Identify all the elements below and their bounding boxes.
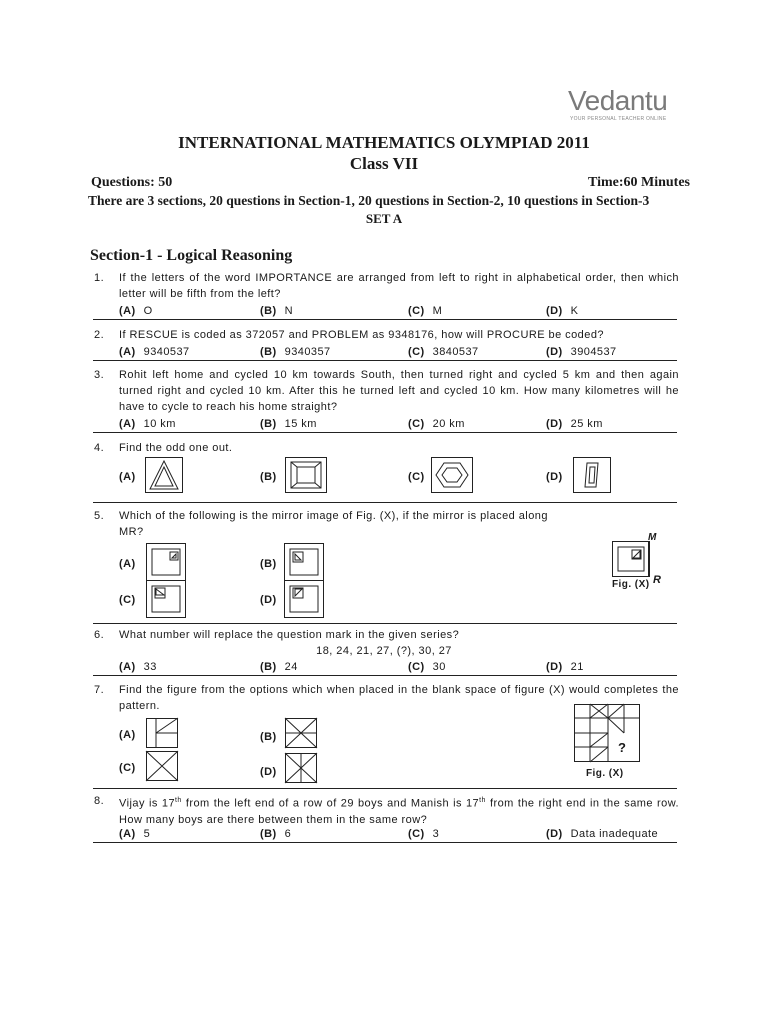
question-number: 4. xyxy=(94,442,105,454)
option-d: (D) 3904537 xyxy=(546,346,617,358)
question-number: 6. xyxy=(94,629,105,641)
figure-a xyxy=(146,543,186,581)
option-b: (B) xyxy=(260,558,277,570)
section-title: Section-1 - Logical Reasoning xyxy=(90,247,293,264)
option-c: (C) 3840537 xyxy=(408,346,479,358)
divider xyxy=(93,842,677,843)
option-a: (A) 33 xyxy=(119,661,157,673)
option-a: (A) O xyxy=(119,305,153,317)
mirror-label-m: M xyxy=(648,532,657,543)
figure-a-triangle-in-square xyxy=(145,457,183,493)
option-b: (B) xyxy=(260,731,277,743)
questions-count: Questions: 50 xyxy=(91,175,173,190)
exam-title: INTERNATIONAL MATHEMATICS OLYMPIAD 2011 xyxy=(178,133,590,152)
figure-x-pattern xyxy=(574,704,640,762)
question-text: What number will replace the question mark in the given series? xyxy=(119,629,460,641)
logo-name: Vedantu xyxy=(568,85,668,116)
figure-d xyxy=(285,753,317,783)
option-b: (B) 9340357 xyxy=(260,346,331,358)
question-text: Find the odd one out. xyxy=(119,442,233,454)
vedantu-logo xyxy=(568,86,680,122)
option-c: (C) xyxy=(408,471,425,483)
option-a: (A) xyxy=(119,729,136,741)
question-number: 5. xyxy=(94,510,105,522)
question-text: If the letters of the word IMPORTANCE are arranged from left to right in alphabetical order, then which letter will be fifth from the left? xyxy=(119,272,679,300)
option-b: (B) N xyxy=(260,305,294,317)
figure-b xyxy=(284,543,324,581)
option-c: (C) M xyxy=(408,305,443,317)
number-series: 18, 24, 21, 27, (?), 30, 27 xyxy=(316,645,452,657)
question-text: Rohit left home and cycled 10 km towards South, then turned right and cycled 5 km and then again turned right and cycled 10 km. After this he turned left and cycled 10 km. How many kilometres will he have to cycle to reach his home straight? xyxy=(119,369,679,413)
option-c: (C) xyxy=(119,762,136,774)
divider xyxy=(93,432,677,433)
figure-b-nested-squares xyxy=(285,457,327,493)
option-d: (D) xyxy=(260,766,277,778)
blank-question-mark: ? xyxy=(618,740,627,755)
question-text: Find the figure from the options which when placed in the blank space of figure (X) would completes the pattern. xyxy=(119,684,679,712)
mirror-label-r: R xyxy=(653,574,662,586)
divider xyxy=(93,675,677,676)
sections-info: There are 3 sections, 20 questions in Section-1, 20 questions in Section-2, 10 questions in Section-3 xyxy=(88,193,650,208)
option-d: (D) xyxy=(260,594,277,606)
question-number: 1. xyxy=(94,272,105,284)
divider xyxy=(93,360,677,361)
option-c: (C) xyxy=(119,594,136,606)
option-a: (A) xyxy=(119,558,136,570)
question-text: Which of the following is the mirror image of Fig. (X), if the mirror is placed along MR? xyxy=(119,510,548,538)
divider xyxy=(93,623,677,624)
figure-c xyxy=(146,751,178,781)
figure-a xyxy=(146,718,178,748)
question-number: 3. xyxy=(94,369,105,381)
option-b: (B) 15 km xyxy=(260,418,317,430)
option-b: (B) 24 xyxy=(260,661,298,673)
option-b: (B) xyxy=(260,471,277,483)
class-title: Class VII xyxy=(349,154,419,173)
set-label: SET A xyxy=(365,211,403,226)
option-a: (A) 10 km xyxy=(119,418,176,430)
option-a: (A) 9340537 xyxy=(119,346,190,358)
option-d: (D) 25 km xyxy=(546,418,603,430)
question-number: 2. xyxy=(94,329,105,341)
divider xyxy=(93,319,677,320)
question-number: 7. xyxy=(94,684,105,696)
option-d: (D) Data inadequate xyxy=(546,828,659,840)
option-c: (C) 3 xyxy=(408,828,440,840)
question-text: If RESCUE is coded as 372057 and PROBLEM as 9348176, how will PROCURE be coded? xyxy=(119,329,604,341)
figure-d-rectangle-in-square xyxy=(573,457,611,493)
figure-d xyxy=(284,580,324,618)
figure-x-caption: Fig. (X) xyxy=(586,768,624,779)
time-limit: Time:60 Minutes xyxy=(587,175,690,190)
figure-c xyxy=(146,580,186,618)
figure-b xyxy=(285,718,317,748)
divider xyxy=(93,788,677,789)
option-c: (C) 20 km xyxy=(408,418,465,430)
question-number: 8. xyxy=(94,795,105,807)
option-d: (D) 21 xyxy=(546,661,584,673)
figure-x xyxy=(612,541,650,577)
option-d: (D) K xyxy=(546,305,579,317)
option-d: (D) xyxy=(546,471,563,483)
figure-x-caption: Fig. (X) xyxy=(612,579,650,590)
logo-tagline: YOUR PERSONAL TEACHER ONLINE xyxy=(570,116,667,122)
divider xyxy=(93,502,677,503)
option-c: (C) 30 xyxy=(408,661,446,673)
option-a: (A) 5 xyxy=(119,828,151,840)
option-b: (B) 6 xyxy=(260,828,292,840)
question-text: Vijay is 17th from the left end of a row of 29 boys and Manish is 17th from the right end in the same row. How many boys are there between them in the same row? xyxy=(119,797,679,826)
figure-c-hexagon-in-square xyxy=(431,457,473,493)
option-a: (A) xyxy=(119,471,136,483)
